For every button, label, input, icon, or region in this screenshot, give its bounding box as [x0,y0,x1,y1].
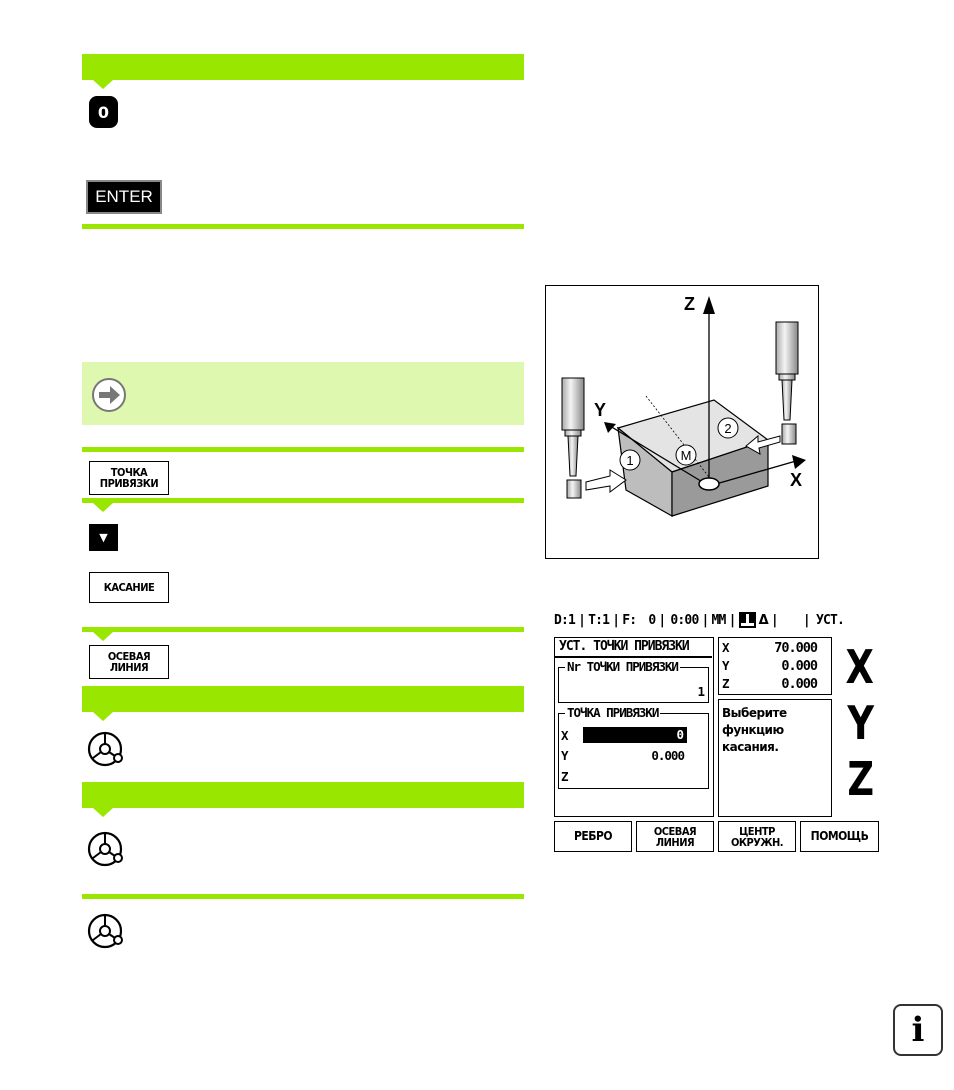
step-header-bar [82,782,524,808]
softkey-label-line: РЕБРО [573,829,613,843]
field-x-input[interactable]: 0 [583,727,687,743]
axis-y-label: Y [594,400,607,420]
pos-y-axis: Y [722,658,729,673]
handwheel-icon [86,830,126,870]
field-x-axis: X [561,728,568,743]
key-enter[interactable]: ENTER [86,180,162,214]
step-divider [82,627,524,632]
softkey-label-line: ЦЕНТР [739,824,775,838]
datum-number-value: 1 [697,684,704,699]
dro-softkey-help[interactable] [800,821,879,852]
step-pointer [93,712,113,721]
step-divider [82,894,524,899]
step-divider [82,224,524,229]
dro-softkey-edge[interactable] [554,821,632,852]
status-bar [554,608,884,632]
datum-number-label: Nr ТОЧКИ ПРИВЯЗКИ [567,659,678,674]
workpiece-illustration [546,286,820,560]
datum-group-label: ТОЧКА ПРИВЯЗКИ [567,705,659,720]
softkey-label-line: ПРИВЯЗКИ [99,477,159,490]
step-header-bar [82,54,524,80]
status-datum: D:1 [554,612,576,628]
status-separator: | [612,612,620,628]
softkey-label-line: ОСЕВАЯ [653,824,697,838]
dro-softkey-circle-center[interactable] [718,821,796,852]
axis-key-x[interactable]: X [845,640,874,694]
status-feed-value: 0 [648,612,656,628]
dro-screen [554,608,884,858]
softkey-label-line: ТОЧКА [110,466,148,479]
field-y-input[interactable]: 0.000 [651,748,684,763]
message-panel [718,699,832,817]
pos-y-value: 0.000 [781,658,817,674]
status-delta: Δ [758,612,768,628]
probe-softkey[interactable]: КАСАНИЕ [89,572,169,603]
axis-z-label: Z [684,294,695,314]
datum-number-field[interactable] [558,659,709,703]
dro-softkey-centerline[interactable] [636,821,714,852]
axis-key-z[interactable]: Z [847,752,875,806]
reference-mark-icon [739,612,756,628]
status-separator: | [701,612,709,628]
info-icon: i [893,1004,943,1056]
field-y-axis: Y [561,748,568,763]
pos-z-value: 0.000 [781,676,817,692]
handwheel-icon [86,730,126,770]
pos-x-axis: X [722,640,729,655]
probing-figure [545,285,819,559]
handwheel-icon [86,912,126,952]
datum-group [558,705,709,789]
message-line: Выберите [722,706,787,720]
point-m-label: M [680,448,692,463]
datum-softkey[interactable] [89,461,169,495]
step-pointer [93,503,113,512]
arrow-right-circle-icon [90,376,128,414]
status-separator: | [658,612,666,628]
status-separator: | [770,612,778,628]
softkey-label-line: ПОМОЩЬ [810,829,869,843]
key-zero[interactable]: 0 [89,96,118,128]
step-header-bar [82,686,524,712]
axis-key-y[interactable]: Y [847,696,874,750]
status-separator: | [578,612,586,628]
field-z-axis: Z [561,769,568,784]
note-box [82,362,524,425]
step-divider [82,498,524,503]
softkey-label-line: ОКРУЖН. [730,835,784,849]
pos-x-value: 70.000 [774,640,817,656]
form-title: УСТ. ТОЧКИ ПРИВЯЗКИ [559,639,689,654]
centerline-softkey[interactable] [89,645,169,679]
softkey-label-line: ЛИНИЯ [655,835,695,849]
status-feed-label: F: [622,612,637,628]
step-pointer [93,632,113,641]
divider [555,656,712,658]
softkey-label-line: ЛИНИЯ [109,661,149,674]
message-line: функцию [722,723,784,737]
step-pointer [93,80,113,89]
pos-z-axis: Z [722,676,729,691]
status-time: 0:00 [670,612,699,628]
point-1-label: 1 [626,453,634,468]
position-panel [718,637,832,695]
axis-x-label: X [790,470,803,490]
softkey-label-line: ОСЕВАЯ [107,650,151,663]
status-tool: T:1 [588,612,610,628]
step-divider [82,447,524,452]
step-pointer [93,808,113,817]
key-arrow-down[interactable]: ▼ [89,524,118,551]
status-separator: | [728,612,736,628]
message-line: касания. [722,740,779,754]
point-2-label: 2 [724,421,732,436]
status-separator: | [802,612,810,628]
status-units: MM [711,612,726,628]
status-mode: УСТ. [815,612,845,628]
datum-form-panel [554,637,714,817]
